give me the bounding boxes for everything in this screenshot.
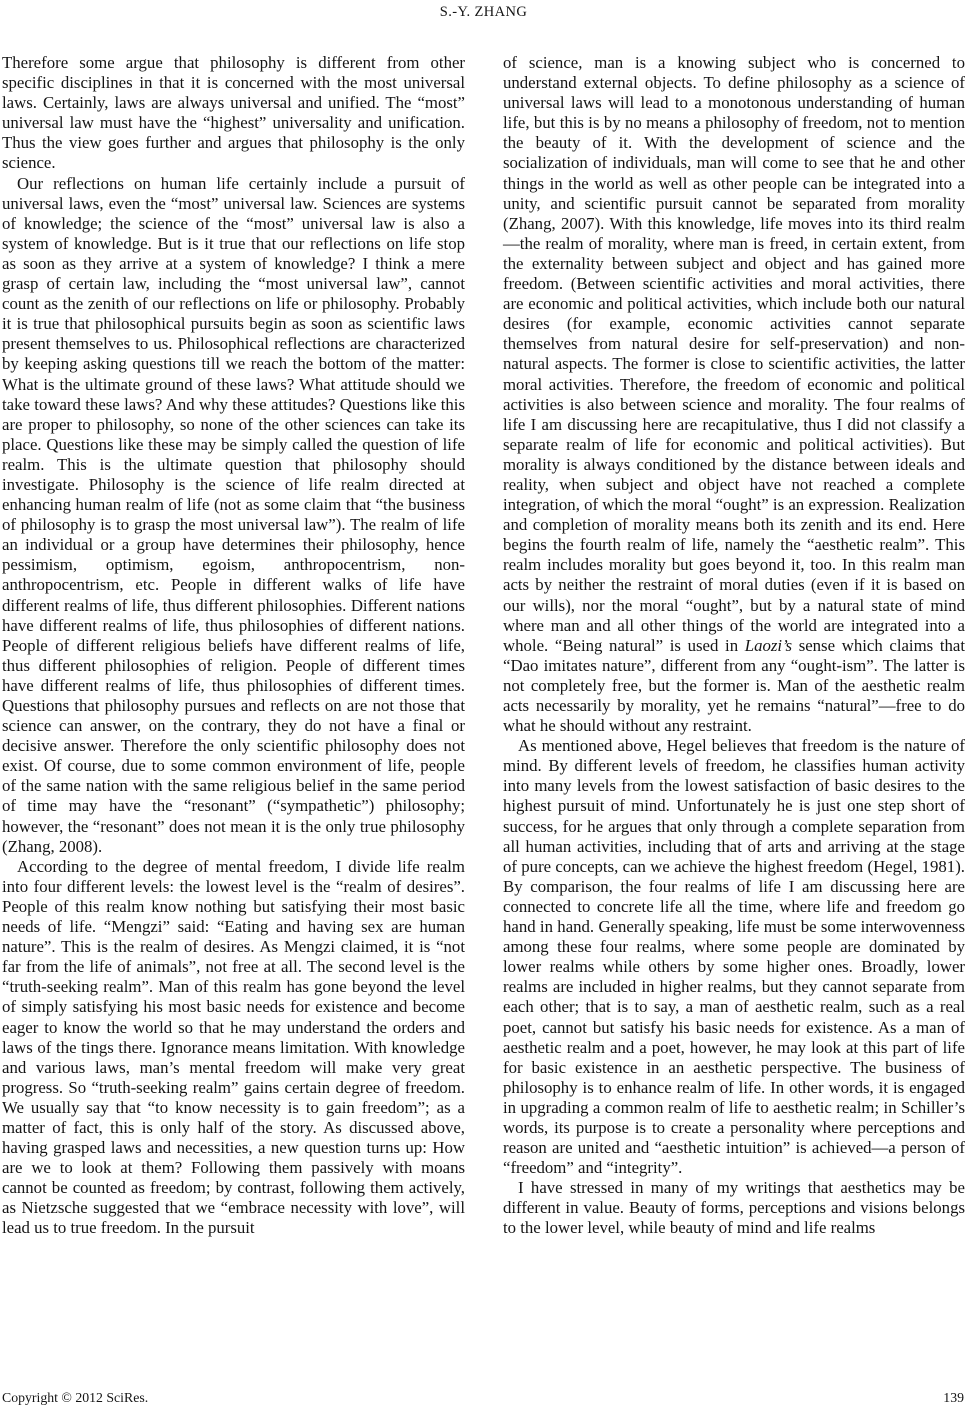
footer-page-number: 139 [943,1390,964,1405]
paragraph-continuation: Therefore some argue that philosophy is different from other specific disciplines in that it is concerned with the most universal laws. Certainly, laws are always universal and unified. The “most” universal law must have the “highest” universality and unification. Thus the view goes further and argues that philosophy is the only science. [2,53,465,173]
paragraph-four-levels-continuation [503,53,965,736]
running-head-author: S.-Y. ZHANG [439,4,528,20]
paragraph-reflections: Our reflections on human life certainly include a pursuit of universal laws, even the “most” universal law. Sciences are systems of knowledge; the science of the “most” universal law is also a system of knowledge. But is it true that our reflections on life stop as soon as they arrive at a system of knowledge? I think a mere grasp of certain law, including the “most universal law”, cannot count as the zenith of our reflections on life or philosophy. Probably it is true that philosophical pursuits begin as soon as scientific laws present themselves to us. Philosophical reflections are characterized by keeping asking questions till we reach the bottom of the matter: What is the ultimate ground of these laws? What attitude should we take toward these laws? And why these attitudes? Questions like this are proper to philosophy, so none of the other sciences can take its place. Questions like these may be simply called the question of life realm. This is the ultimate question that philosophy should investigate. Philosophy is the science of life realm directed at enhancing human realm of life (not as some claim that “the business of philosophy is to grasp the most universal law”). The realm of life an individual or a group have determines their philosophy, hence pessimism, optimism, egoism, anthropocentrism, non-anthropocentrism, etc. People in different walks of life have different realms of life, thus different philosophies. Different nations have different realms of life, thus philosophies of different nations. People of different religious beliefs have different realms of life, thus different philosophies of religion. People of different times have different realms of life, thus philosophies of different times. Questions that philosophy pursues and reflects on are not those that science can answer, on the contrary, they do not have a final or decisive answer. Therefore the only scientific philosophy does not exist. Of course, due to some common environment of life, people of the same nation with the same religious belief in the same period of time may have the “resonant” (“sympathetic”) philosophy; however, the “resonant” does not mean it is the only true philosophy (Zhang, 2008). [2,173,465,856]
laozi-italic-term: Laozi’s [744,635,793,655]
paragraph-text-pre: of science, man is a knowing subject who is concerned to understand external objects. To define philosophy as a science of universal laws will lead to a monotonous understanding of human life, but this is by no means a philosophy of freedom, not to mention the beauty of it. With the development of science and the socialization of individuals, man will come to see that he and other things in the world as well as other people can be integrated into a unity, and scientific pursuit cannot be separated from morality (Zhang, 2007). With this knowledge, life moves into its third realm—the realm of morality, where man is freed, in certain extent, from the externality between subject and object and has gained more freedom. (Between scientific activities and moral activities, there are economic and political activities, which include both our natural desires (for example, economic activities cannot separate themselves from natural desire for self-preservation) and non-natural aspects. The former is close to scientific activities, the latter moral activities. Therefore, the freedom of economic and political activities is also between science and morality. The four realms of life I am discussing here are recapitulative, thus I did not classify a separate realm of life for economic and political activities). But morality is always conditioned by the distance between ideals and reality, when subject and object have not reached a complete integration, of which the moral “ought” is an expression. Realization and completion of morality means both its zenith and its end. Here begins the fourth realm of life, namely the “aesthetic realm”. This realm includes morality but goes beyond it, too. In this realm man acts by neither the restraint of moral duties (even if it is based on our wills), nor the moral “ought”, but by a natural state of mind where man and all other things of the world are integrated into a whole. “Being natural” is used in [503,53,965,655]
paragraph-hegel: As mentioned above, Hegel believes that freedom is the nature of mind. By different levels of freedom, he classifies human activity into many levels from the lowest satisfaction of basic desires to the highest pursuit of mind. Unfortunately he is just one step short of success, for he argues that only through a complete separation from all human activities, including that of arts and arriving at the stage of pure concepts, can we achieve the highest freedom (Hegel, 1981). By comparison, the four realms of life I am discussing here are connected to concrete life all the time, where life and freedom go hand in hand. Generally speaking, life must be some interwovenness among these four realms, where some people are dominated by lower realms while others by some higher ones. Broadly, lower realms are included in higher realms, but they cannot separate from each other; that is to say, a man of aesthetic realm, such as a real poet, cannot but satisfy his basic needs for existence. As a man of aesthetic realm and a poet, however, he may look at this part of life for basic existence in an aesthetic perspective. The business of philosophy is to enhance realm of life. In other words, it is engaged in upgrading a common realm of life to aesthetic realm; in Schiller’s words, its purpose is to create a personality where perceptions and reason are united and “aesthetic intuition” is achieved—a person of “freedom” and “integrity”. [503,736,965,1178]
paragraph-four-levels: According to the degree of mental freedom, I divide life realm into four different levels: the lowest level is the “realm of desires”. People of this realm know nothing but satisfying their most basic needs of life. “Mengzi” said: “Eating and having sex are human nature”. This is the realm of desires. As Mengzi claimed, it is “not far from the life of animals”, not free at all. The second level is the “truth-seeking realm”. Man of this realm has gone beyond the level of simply satisfying his most basic needs for existence and become eager to know the world so that he may understand the orders and laws of the tings there. Ignorance means limitation. With knowledge and various laws, man’s mental freedom will make very great progress. So “truth-seeking realm” gains certain degree of freedom. We usually say that “to know necessity is to gain freedom”; as a matter of fact, this is only half of the story. As discussed above, having grasped laws and necessities, a new question turns up: How are we to look at them? Following them passively with moans cannot be counted as freedom; by contrast, following them actively, as Nietzsche suggested that we “embrace necessity with love”, will lead us to true freedom. In the pursuit [2,856,465,1238]
column-right [503,53,965,1239]
paragraph-text-post: sense which claims that “Dao imitates nature”, different from any “ought-ism”. The latter is not completely free, but the former is. Man of the aesthetic realm acts necessarily by morality, yet he remains “natural”—free to do what he should without any restraint. [503,635,966,736]
column-left [2,53,465,1239]
page-footer [2,1390,964,1406]
paragraph-aesthetics-value: I have stressed in many of my writings that aesthetics may be different in value. Beauty of forms, perceptions and visions belongs to the lower level, while beauty of mind and life realms [503,1178,965,1238]
footer-copyright: Copyright © 2012 SciRes. [2,1390,149,1405]
